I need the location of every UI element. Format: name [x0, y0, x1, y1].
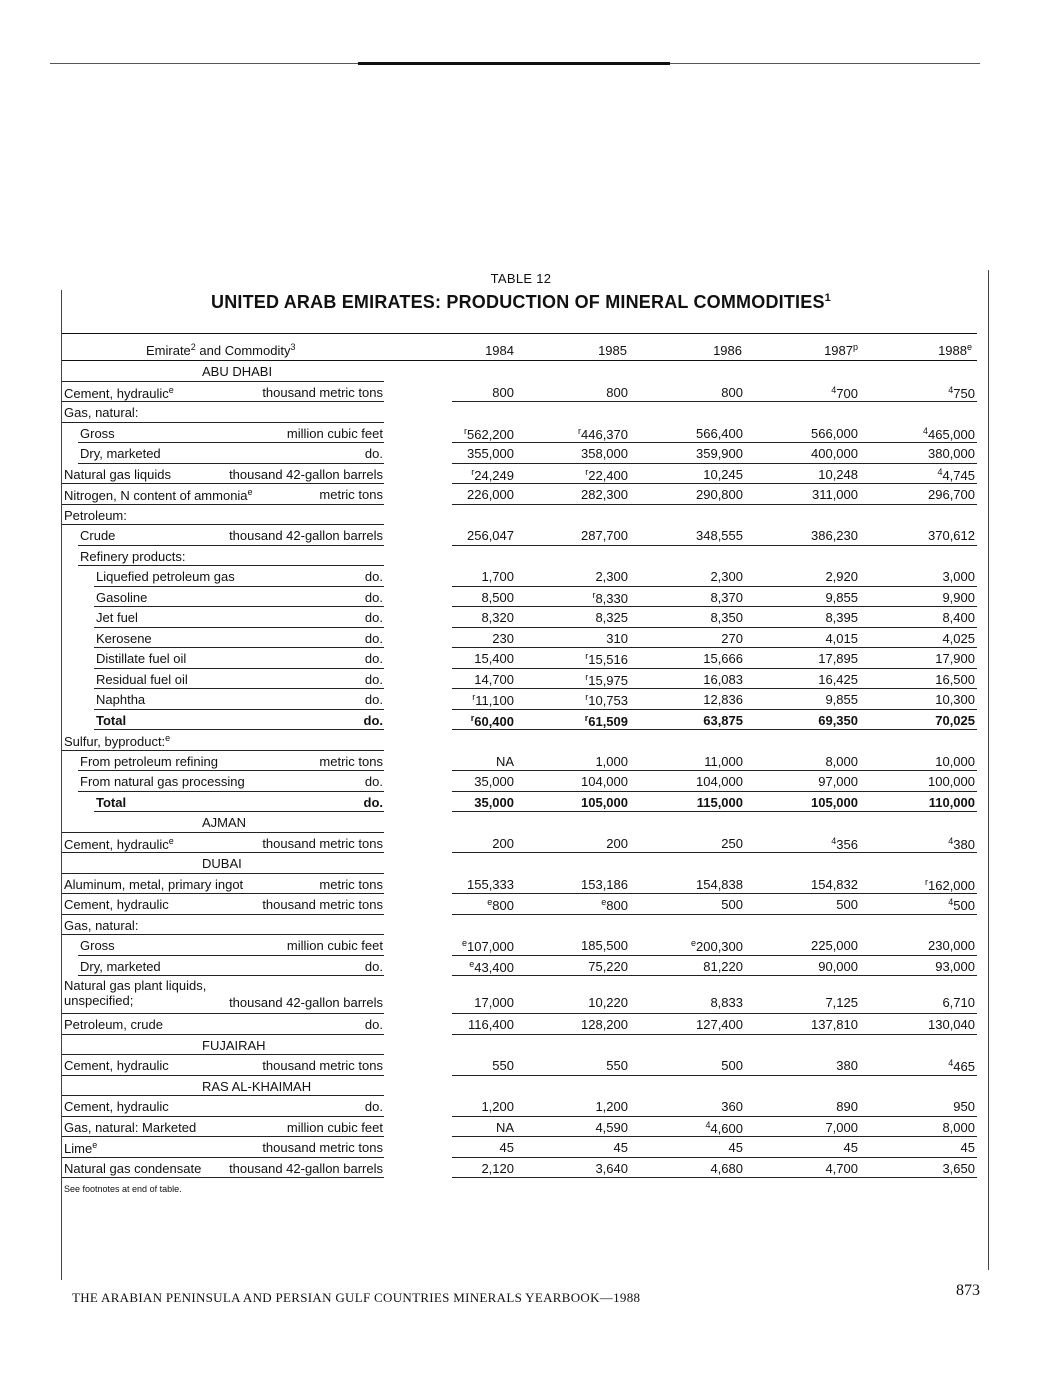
value-cell: 3,640 — [595, 1160, 628, 1176]
commodity-name: Natural gas plant liquids, unspecified; — [64, 978, 207, 1008]
value-cell: 16,083 — [703, 671, 743, 687]
value-cell: 7,125 — [825, 995, 858, 1010]
emirate-section-row — [62, 812, 977, 833]
value-cell: 348,555 — [696, 528, 743, 543]
value-cell: 155,333 — [467, 876, 514, 892]
unit-label: million cubic feet — [286, 1119, 383, 1135]
value-cell: 16,500 — [935, 671, 975, 687]
value-cell: 128,200 — [581, 1017, 628, 1032]
value-cell: 137,810 — [811, 1017, 858, 1032]
emirate-name: ABU DHABI — [202, 364, 273, 379]
value-cell: 400,000 — [811, 446, 858, 461]
header-year: 1988e — [938, 342, 972, 358]
value-cell: $^r$15,516 — [585, 651, 628, 667]
value-cell: $^e$800 — [601, 897, 628, 913]
value-cell: 358,000 — [581, 446, 628, 461]
value-cell: $^e$200,300 — [690, 938, 743, 954]
value-cell: 4,015 — [825, 630, 858, 646]
value-cell: 16,425 — [818, 671, 858, 687]
unit-label: thousand metric tons — [262, 1058, 383, 1073]
value-cell: 566,400 — [696, 425, 743, 441]
table-row — [62, 648, 977, 669]
header-year: 1986 — [713, 343, 742, 358]
value-cell: 10,248 — [818, 466, 858, 482]
commodity-name: Cement, hydraulic — [64, 1058, 169, 1073]
value-cell: 8,500 — [481, 589, 514, 605]
value-cell: 1,200 — [595, 1099, 628, 1114]
commodity-name: Crude — [80, 528, 116, 543]
commodity-name: Residual fuel oil — [96, 671, 188, 687]
commodity-name: Petroleum, crude — [64, 1017, 163, 1032]
commodity-name: Naphtha — [96, 692, 146, 707]
value-cell: 8,400 — [942, 610, 975, 625]
group-header-row — [62, 730, 977, 751]
row-rule — [62, 1177, 384, 1178]
table-header-row — [62, 340, 977, 361]
table-title: UNITED ARAB EMIRATES: PRODUCTION OF MINERAL COMMODITIES$^1$ — [211, 292, 831, 312]
table-row — [62, 484, 977, 505]
table-row — [62, 689, 977, 710]
value-cell: 100,000 — [928, 774, 975, 789]
table-row — [62, 382, 977, 403]
value-cell: 154,838 — [696, 876, 743, 892]
unit-label: metric tons — [319, 487, 383, 502]
emirate-section-row — [62, 361, 977, 382]
value-cell: 8,833 — [710, 995, 743, 1010]
value-cell: 2,920 — [825, 569, 858, 584]
value-cell: $^4$465,000 — [922, 425, 975, 442]
header-year: 1987$^p$ — [824, 342, 858, 358]
value-cell: $^4$380 — [948, 835, 975, 852]
group-header-row — [62, 546, 977, 567]
table-row — [62, 833, 977, 854]
unit-label: thousand metric tons — [262, 1140, 383, 1155]
table-row — [62, 1137, 977, 1158]
value-cell: 950 — [953, 1099, 975, 1114]
value-cell: 127,400 — [696, 1017, 743, 1032]
value-cell: 250 — [721, 835, 743, 851]
value-cell: 800 — [606, 384, 628, 400]
value-cell: 225,000 — [811, 938, 858, 953]
value-cell: 226,000 — [467, 487, 514, 502]
values-rule — [452, 1177, 977, 1178]
value-cell: 4,025 — [942, 630, 975, 646]
value-cell: NA — [495, 1119, 514, 1135]
value-cell: 200 — [492, 835, 514, 851]
total-row — [62, 792, 977, 813]
emirate-name: RAS AL-KHAIMAH — [202, 1078, 312, 1094]
table-label: TABLE 12 — [490, 271, 552, 286]
value-cell: $^4$750 — [948, 384, 975, 401]
commodity-name: Gross — [80, 938, 115, 953]
value-cell: 282,300 — [581, 487, 628, 502]
value-cell: 550 — [606, 1058, 628, 1073]
unit-label: do. — [364, 610, 383, 625]
table-row — [62, 628, 977, 649]
value-cell: 8,000 — [942, 1119, 975, 1135]
value-cell: 12,836 — [703, 692, 743, 707]
commodity-name: Total — [96, 794, 127, 810]
table-row — [62, 525, 977, 546]
commodity-name: Cement, hydraulic$^e$ — [64, 835, 174, 852]
value-cell: 17,895 — [818, 651, 858, 666]
value-cell: 11,000 — [704, 753, 743, 769]
table-body — [62, 361, 977, 1178]
value-cell: 1,700 — [481, 569, 514, 584]
table-row — [62, 566, 977, 587]
table-row — [62, 956, 977, 977]
unit-label: do. — [364, 1099, 383, 1114]
value-cell: 154,832 — [811, 876, 858, 892]
value-cell: 45 — [960, 1140, 975, 1155]
value-cell: 500 — [721, 897, 743, 912]
value-cell: 4,700 — [825, 1160, 858, 1176]
header-year: 1985 — [598, 343, 627, 358]
value-cell: $^r$11,100 — [472, 692, 514, 708]
unit-label: do. — [364, 958, 383, 974]
emirate-name: AJMAN — [202, 815, 247, 830]
unit-label: metric tons — [319, 753, 383, 769]
value-cell: 4,590 — [595, 1119, 628, 1135]
value-cell: 185,500 — [581, 938, 628, 953]
value-cell: $^r$446,370 — [578, 425, 628, 442]
value-cell: 45 — [728, 1140, 743, 1155]
value-cell: 130,040 — [928, 1017, 975, 1032]
value-cell: $^r$60,400 — [470, 712, 514, 729]
unit-label: do. — [364, 1017, 383, 1032]
value-cell: 370,612 — [928, 528, 975, 543]
value-cell: 310 — [606, 630, 628, 646]
value-cell: 8,395 — [825, 610, 858, 625]
commodity-name: Kerosene — [96, 630, 152, 646]
value-cell: 2,300 — [595, 569, 628, 584]
value-cell: 81,220 — [703, 958, 743, 974]
table-row — [62, 874, 977, 895]
value-cell: 2,300 — [710, 569, 743, 584]
unit-label: do. — [364, 692, 383, 707]
unit-label: do. — [364, 569, 383, 584]
running-footer: THE ARABIAN PENINSULA AND PERSIAN GULF COUNTRIES MINERALS YEARBOOK—1988 — [72, 1290, 641, 1305]
commodity-name: Distillate fuel oil — [96, 651, 187, 666]
value-cell: 17,000 — [474, 995, 514, 1010]
commodity-name: From natural gas processing — [80, 774, 245, 789]
emirate-section-row — [62, 1035, 977, 1056]
unit-label: thousand 42-gallon barrels — [229, 1160, 383, 1176]
table-row — [62, 587, 977, 608]
value-cell: 380,000 — [928, 446, 975, 461]
value-cell: $^r$10,753 — [585, 692, 628, 708]
value-cell: $^r$24,249 — [471, 466, 514, 483]
value-cell: 10,220 — [588, 995, 628, 1010]
value-cell: 15,666 — [703, 651, 743, 666]
value-cell: 500 — [721, 1058, 743, 1073]
unit-label: do. — [364, 774, 383, 789]
emirate-name: DUBAI — [202, 856, 242, 871]
commodity-name: From petroleum refining — [80, 753, 218, 769]
value-cell: 2,120 — [481, 1160, 514, 1176]
commodity-name: Natural gas liquids — [64, 466, 171, 482]
value-cell: 200 — [606, 835, 628, 851]
commodity-name: Gas, natural: — [64, 917, 139, 933]
commodity-name: Gasoline — [96, 589, 148, 605]
value-cell: $^r$61,509 — [584, 712, 628, 729]
commodity-name: Gross — [80, 425, 115, 441]
commodity-name: Petroleum: — [64, 507, 127, 523]
value-cell: 3,000 — [942, 569, 975, 584]
unit-label: thousand 42-gallon barrels — [229, 466, 383, 482]
table-row — [62, 1055, 977, 1076]
value-cell: 1,000 — [595, 753, 628, 769]
commodity-name: Dry, marketed — [80, 446, 161, 461]
value-cell: 290,800 — [696, 487, 743, 502]
value-cell: 104,000 — [696, 774, 743, 789]
value-cell: $^4$700 — [831, 384, 858, 401]
value-cell: 380 — [836, 1058, 858, 1073]
value-cell: 110,000 — [928, 794, 975, 810]
value-cell: 69,350 — [818, 712, 858, 728]
unit-label: do. — [364, 446, 383, 461]
value-cell: $^4$4,745 — [937, 466, 975, 483]
header-top-rule — [62, 333, 977, 334]
unit-label: thousand 42-gallon barrels — [229, 995, 383, 1010]
right-margin-line — [988, 270, 989, 1270]
value-cell: 1,200 — [481, 1099, 514, 1114]
table-row — [62, 1014, 977, 1035]
commodity-name: Refinery products: — [80, 548, 186, 564]
value-cell: 566,000 — [811, 425, 858, 441]
value-cell: 8,320 — [481, 610, 514, 625]
value-cell: $^e$43,400 — [469, 958, 514, 975]
value-cell: 500 — [836, 897, 858, 912]
table-row — [62, 669, 977, 690]
value-cell: 116,400 — [467, 1017, 514, 1032]
commodity-name: Nitrogen, N content of ammonia$^e$ — [64, 487, 253, 503]
unit-label: million cubic feet — [286, 425, 383, 441]
value-cell: 90,000 — [818, 958, 858, 974]
group-header-row — [62, 915, 977, 936]
value-cell: 15,400 — [474, 651, 514, 666]
value-cell: $^4$500 — [948, 897, 975, 913]
value-cell: 270 — [721, 630, 743, 646]
value-cell: 104,000 — [581, 774, 628, 789]
table-row — [62, 443, 977, 464]
value-cell: $^e$107,000 — [461, 938, 514, 954]
value-cell: 287,700 — [581, 528, 628, 543]
value-cell: 8,350 — [710, 610, 743, 625]
commodity-name: Cement, hydraulic — [64, 897, 169, 912]
commodity-name: Dry, marketed — [80, 958, 161, 974]
value-cell: 230,000 — [928, 938, 975, 953]
commodity-name: Cement, hydraulic — [64, 1099, 169, 1114]
total-row — [62, 710, 977, 731]
value-cell: $^r$562,200 — [464, 425, 514, 442]
value-cell: 10,000 — [935, 753, 975, 769]
value-cell: 97,000 — [818, 774, 858, 789]
commodity-name: Liquefied petroleum gas — [96, 569, 235, 584]
value-cell: $^r$15,975 — [585, 671, 628, 688]
value-cell: 105,000 — [811, 794, 858, 810]
header-year: 1984 — [485, 343, 514, 358]
value-cell: $^r$22,400 — [585, 466, 628, 483]
value-cell: 153,186 — [581, 876, 628, 892]
value-cell: $^r$8,330 — [592, 589, 628, 606]
table-row — [62, 423, 977, 444]
footnote: See footnotes at end of table. — [64, 1184, 182, 1194]
value-cell: 550 — [492, 1058, 514, 1073]
value-cell: 10,245 — [703, 466, 743, 482]
value-cell: 890 — [836, 1099, 858, 1114]
value-cell: 9,900 — [942, 589, 975, 605]
value-cell: 93,000 — [935, 958, 975, 974]
unit-label: do. — [363, 794, 383, 810]
unit-label: do. — [364, 589, 383, 605]
value-cell: 14,700 — [474, 671, 514, 687]
unit-label: do. — [363, 712, 383, 728]
value-cell: $^4$356 — [831, 835, 858, 852]
commodity-name: Jet fuel — [96, 610, 138, 625]
value-cell: 45 — [499, 1140, 514, 1155]
group-header-row — [62, 505, 977, 526]
table-row — [62, 1158, 977, 1179]
commodity-name: Gas, natural: Marketed — [64, 1119, 197, 1135]
value-cell: $^4$465 — [948, 1058, 975, 1074]
value-cell: 6,710 — [942, 995, 975, 1010]
value-cell: 45 — [613, 1140, 628, 1155]
value-cell: 9,855 — [825, 589, 858, 605]
emirate-section-row — [62, 853, 977, 874]
commodity-name: Cement, hydraulic$^e$ — [64, 384, 174, 401]
value-cell: 17,900 — [935, 651, 975, 666]
commodity-name: Aluminum, metal, primary ingot — [64, 876, 244, 892]
unit-label: thousand metric tons — [262, 384, 383, 400]
unit-label: thousand metric tons — [262, 897, 383, 912]
value-cell: NA — [495, 753, 514, 769]
value-cell: 4,680 — [710, 1160, 743, 1176]
value-cell: 296,700 — [928, 487, 975, 502]
value-cell: 105,000 — [581, 794, 628, 810]
table-row — [62, 464, 977, 485]
page-number: 873 — [956, 1282, 980, 1299]
header-commodity: Emirate$^2$ and Commodity$^3$ — [146, 342, 296, 358]
value-cell: 63,875 — [703, 712, 743, 728]
table-row — [62, 771, 977, 792]
commodity-name: Total — [96, 712, 127, 728]
value-cell: 311,000 — [811, 487, 858, 502]
table-row — [62, 935, 977, 956]
value-cell: 386,230 — [811, 528, 858, 543]
value-cell: 360 — [721, 1099, 743, 1114]
value-cell: 3,650 — [942, 1160, 975, 1176]
unit-label: metric tons — [319, 876, 383, 892]
value-cell: 45 — [843, 1140, 858, 1155]
unit-label: thousand 42-gallon barrels — [229, 528, 383, 543]
value-cell: 8,325 — [595, 610, 628, 625]
value-cell: 8,370 — [710, 589, 743, 605]
value-cell: 230 — [492, 630, 514, 646]
value-cell: $^r$162,000 — [925, 876, 975, 893]
value-cell: 35,000 — [474, 774, 514, 789]
value-cell: 800 — [492, 384, 514, 400]
top-rule-thick — [358, 62, 670, 65]
value-cell: 8,000 — [825, 753, 858, 769]
value-cell: 115,000 — [696, 794, 743, 810]
value-cell: 10,300 — [935, 692, 975, 707]
unit-label: thousand metric tons — [262, 835, 383, 851]
unit-label: million cubic feet — [286, 938, 383, 953]
commodity-name: Gas, natural: — [64, 405, 139, 420]
commodity-name: Natural gas condensate — [64, 1160, 202, 1176]
table-row — [62, 1096, 977, 1117]
table-row — [62, 976, 977, 1014]
value-cell: 355,000 — [467, 446, 514, 461]
unit-label: do. — [364, 630, 383, 646]
emirate-name: FUJAIRAH — [202, 1037, 266, 1053]
commodity-name: Sulfur, byproduct:$^e$ — [64, 733, 171, 749]
value-cell: 256,047 — [467, 528, 514, 543]
table-row — [62, 894, 977, 915]
commodity-name: Lime$^e$ — [64, 1140, 98, 1156]
value-cell: 70,025 — [935, 712, 975, 728]
value-cell: 35,000 — [474, 794, 514, 810]
table-row — [62, 607, 977, 628]
value-cell: 359,900 — [696, 446, 743, 461]
unit-label: do. — [364, 651, 383, 666]
value-cell: 9,855 — [825, 692, 858, 707]
value-cell: 800 — [721, 384, 743, 400]
production-table — [62, 333, 977, 1178]
value-cell: 75,220 — [588, 958, 628, 974]
table-row — [62, 1117, 977, 1138]
value-cell: 7,000 — [825, 1119, 858, 1135]
table-row — [62, 751, 977, 772]
group-header-row — [62, 402, 977, 423]
value-cell: $^e$800 — [487, 897, 514, 913]
value-cell: $^4$4,600 — [705, 1119, 743, 1136]
emirate-section-row — [62, 1076, 977, 1097]
unit-label: do. — [364, 671, 383, 687]
